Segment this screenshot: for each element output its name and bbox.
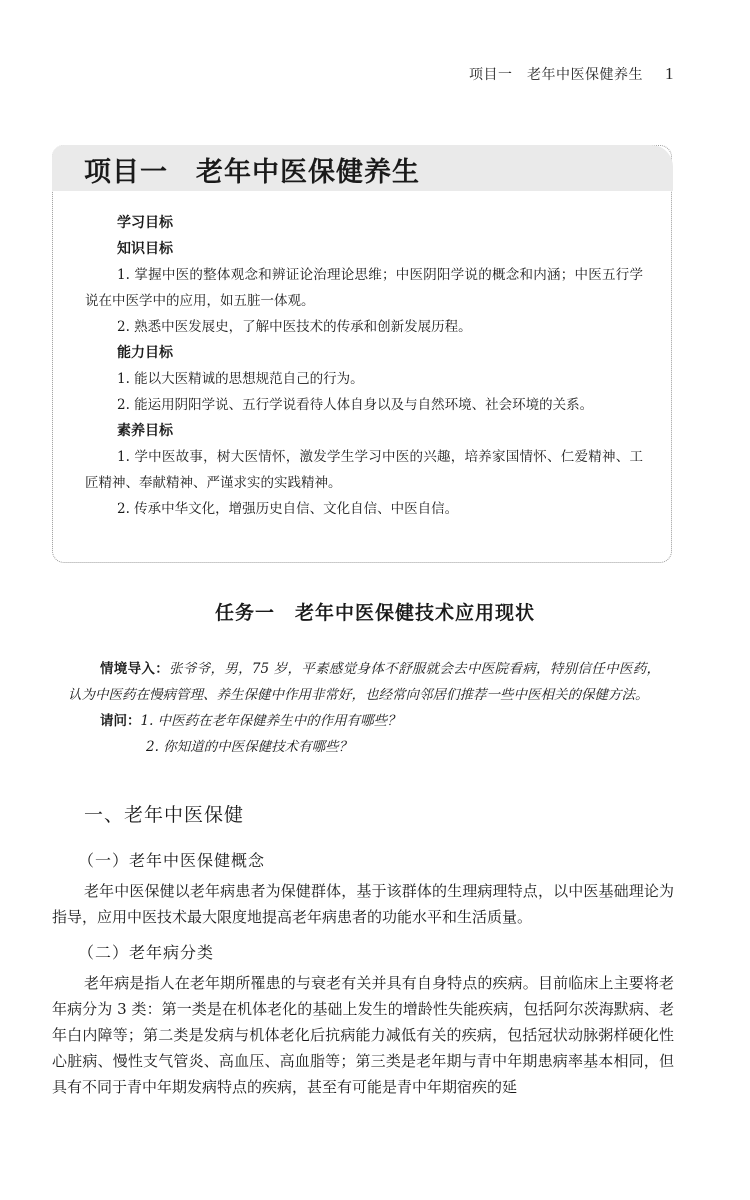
subsection-paragraph: 老年病是指人在老年期所罹患的与衰老有关并具有自身特点的疾病。目前临床上主要将老年病分为 3 类：第一类是在机体老化的基础上发生的增龄性失能疾病，包括阿尔茨海默病、老年白内障等；第二类是发病与机体老化后抗病能力减低有关的疾病，包括冠状动脉粥样硬化性心脏病、慢性支气管炎、高血压、高血脂等；第三类是老年期与青中年期患病率基本相同，但具有不同于青中年期发病特点的疾病，甚至有可能是青中年期宿疾的延: [52, 974, 674, 1096]
scenario-lead-label: 情境导入：: [100, 661, 170, 677]
scenario-paragraph: [68, 656, 660, 708]
project-title: 项目一 老年中医保健养生: [84, 157, 420, 188]
quality-objectives-heading: 素养目标: [117, 423, 173, 439]
ability-objectives-heading: 能力目标: [117, 345, 173, 361]
question-label: 请问：: [100, 713, 141, 729]
question-item: 1. 中医药在老年保健养生中的作用有哪些？: [140, 713, 401, 729]
question-row: [68, 734, 660, 760]
running-header-title: 项目一 老年中医保健养生: [469, 67, 643, 83]
subsection-paragraph: 老年中医保健以老年病患者为保健群体，基于该群体的生理病理特点，以中医基础理论为指导，应用中医技术最大限度地提高老年病患者的功能水平和生活质量。: [52, 882, 674, 926]
quality-objective-item: 1. 学中医故事，树大医情怀，激发学生学习中医的兴趣，培养家国情怀、仁爱精神、工匠精神、奉献精神、严谨求实的实践精神。: [85, 449, 643, 491]
question-item: 2. 你知道的中医保健技术有哪些？: [146, 739, 353, 755]
subsection-heading: （一）老年中医保健概念: [78, 851, 266, 870]
question-row: [68, 708, 660, 734]
scenario-block: [68, 656, 660, 760]
task-title: 任务一 老年中医保健技术应用现状: [214, 602, 535, 624]
knowledge-objective-item: 1. 掌握中医的整体观念和辨证论治理论思维；中医阴阳学说的概念和内涵；中医五行学说在中医学中的应用，如五脏一体观。: [85, 267, 643, 309]
knowledge-objective-item: 2. 熟悉中医发展史，了解中医技术的传承和创新发展历程。: [117, 319, 472, 335]
project-banner: [52, 145, 673, 191]
learning-objectives-box: [52, 145, 672, 563]
knowledge-objectives-heading: 知识目标: [117, 241, 173, 257]
objectives-body: [85, 210, 643, 522]
running-header: [469, 64, 674, 84]
ability-objective-item: 1. 能以大医精诚的思想规范自己的行为。: [117, 371, 364, 387]
ability-objective-item: 2. 能运用阴阳学说、五行学说看待人体自身以及与自然环境、社会环境的关系。: [117, 397, 594, 413]
scenario-text: 张爷爷，男，75 岁，平素感觉身体不舒服就会去中医院看病，特别信任中医药，认为中医药在慢病管理、养生保健中作用非常好，也经常向邻居们推荐一些中医相关的保健方法。: [68, 661, 661, 703]
quality-objective-item: 2. 传承中华文化，增强历史自信、文化自信、中医自信。: [117, 501, 459, 517]
objectives-main-heading: 学习目标: [117, 215, 173, 231]
section-heading: 一、老年中医保健: [84, 804, 245, 826]
page-number: 1: [665, 64, 674, 83]
subsection-heading: （二）老年病分类: [78, 943, 215, 962]
